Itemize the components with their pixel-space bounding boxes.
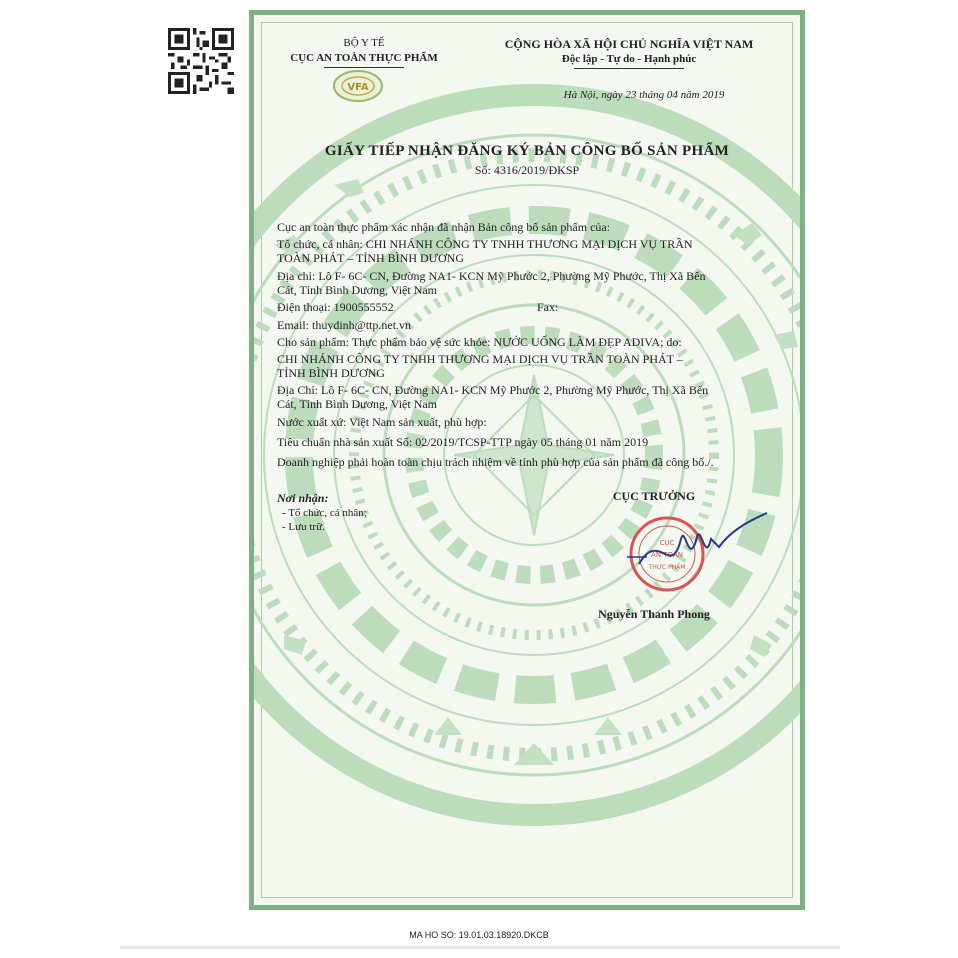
stamp-text-line-3: THỰC PHẨM [648,564,686,571]
body-standard: Tiêu chuẩn nhà sản xuất Số: 02/2019/TCSP-TTP ngày 05 tháng 01 năm 2019 [277,435,649,449]
agency-name: CỤC AN TOÀN THỰC PHẨM [290,52,438,64]
country-name: CỘNG HÒA XÃ HỘI CHỦ NGHĨA VIỆT NAM [504,37,754,51]
body-address2-line-1: Địa Chỉ: Lô F- 6C- CN, Đường NA1- KCN Mỹ Phước 2, Phường Mỹ Phước, Thị Xã Bến [277,383,709,397]
body-product-line-3: TỈNH BÌNH DƯƠNG [277,366,385,380]
header-left-underline [324,67,404,68]
body-origin: Nước xuất xứ: Việt Nam sản xuất, phù hợp: [277,415,487,429]
body-address2-line-2: Cát, Tỉnh Bình Dương, Việt Nam [277,397,438,411]
bottom-divider [120,946,840,949]
certificate [249,10,805,910]
body-org-line-1: Tổ chức, cá nhân: CHI NHÁNH CÔNG TY TNHH THƯƠNG MẠI DỊCH VỤ TRẦN [277,237,693,251]
certificate-content [254,15,800,905]
official-stamp [619,509,769,599]
motto: Độc lập - Tự do - Hạnh phúc [561,53,697,65]
body-responsibility: Doanh nghiệp phải hoàn toàn chịu trách nhiệm về tính phù hợp của sản phẩm đã công bố./. [277,455,714,469]
motto-underline [574,68,684,69]
qr-code [166,28,236,94]
ministry-name: BỘ Y TẾ [343,37,385,49]
recipient-item: - Tổ chức, cá nhân; [282,507,367,519]
file-code: MA HO SO: 19.01.03.18920.DKCB [409,930,549,940]
recipient-item: - Lưu trữ. [282,521,325,533]
document-number: Số: 4316/2019/ĐKSP [474,163,580,177]
document-title: GIẤY TIẾP NHẬN ĐĂNG KÝ BẢN CÔNG BỐ SẢN PHẨM [324,143,730,159]
signer-role: CỤC TRƯỞNG [612,489,696,503]
stamp-text-line-2: AN TOÀN [651,551,683,559]
body-product-line-2: CHI NHÁNH CÔNG TY TNHH THƯƠNG MẠI DỊCH VỤ TRẦN TOÀN PHÁT – [277,352,683,366]
body-address-line-2: Cát, Tỉnh Bình Dương, Việt Nam [277,283,438,297]
body-fax: Fax: [537,300,559,314]
body-address-line-1: Địa chỉ: Lô F- 6C- CN, Đường NA1- KCN Mỹ Phước 2, Phường Mỹ Phước, Thị Xã Bến [277,269,706,283]
body-product-line-1: Cho sản phẩm: Thực phẩm bảo vệ sức khỏe: NƯỚC UỐNG LÀM ĐẸP ADIVA; do: [277,335,682,349]
body-org-line-2: TOÀN PHÁT – TỈNH BÌNH DƯƠNG [277,251,464,265]
recipients-heading: Nơi nhận: [277,491,329,505]
body-email: Email: thuydinh@ttp.net.vn [277,318,412,332]
signer-name: Nguyễn Thanh Phong [598,607,710,621]
body-intro: Cục an toàn thực phẩm xác nhận đã nhận Bản công bố sản phẩm của: [277,220,611,234]
body-phone: Điện thoại: 1900555552 [277,300,394,314]
vfa-logo-text: VFA [347,82,369,93]
vfa-logo [332,69,384,103]
issue-date: Hà Nội, ngày 23 tháng 04 năm 2019 [563,89,725,101]
stamp-text-line-1: CỤC [659,539,675,547]
